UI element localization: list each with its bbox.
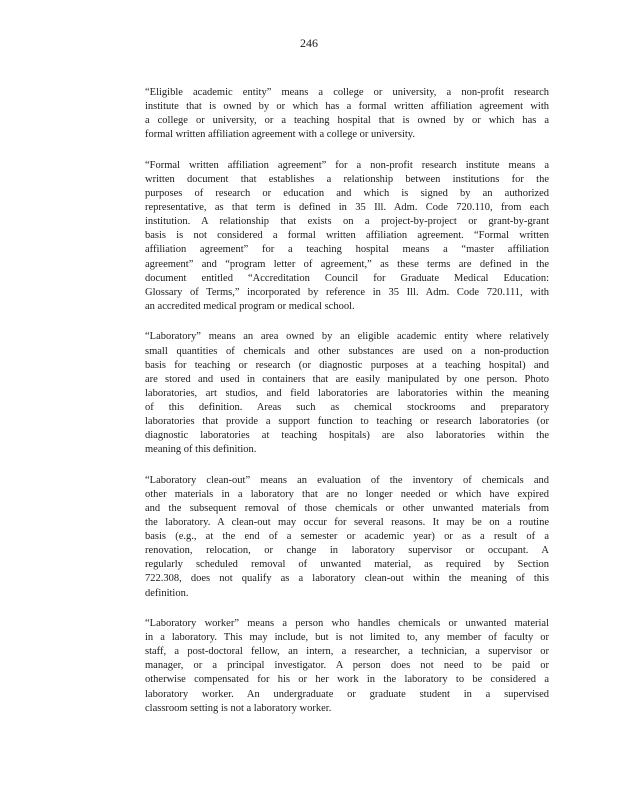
text-line: “Eligible academic entity” means a college or university, a non-profit research	[145, 87, 549, 98]
text-line: “Formal written affiliation agreement” for a non-profit research institute means a	[145, 159, 549, 171]
text-line: purposes of research or education and which is signed by an authorized	[145, 188, 549, 200]
text-line: the laboratory. A clean-out may occur for several reasons. It may be on a routine	[145, 517, 549, 529]
text-line: laboratories that provide a support function to teaching or research laboratories (or	[145, 415, 549, 427]
text-line: other materials in a laboratory that are no longer needed or which have expired	[145, 488, 549, 500]
text-line: “Laboratory clean-out” means an evaluation of the inventory of chemicals and	[145, 474, 549, 486]
text-line: basis is not considered a formal written affiliation agreement. “Formal written	[145, 230, 549, 242]
text-line: agreement” and “program letter of agreement,” as these terms are defined in the	[145, 258, 549, 270]
text-line: Glossary of Terms,” incorporated by reference in 35 Ill. Adm. Code 720.111, with	[145, 286, 549, 298]
text-line: “Laboratory worker” means a person who handles chemicals or unwanted material	[145, 618, 549, 630]
definition-paragraph	[145, 330, 549, 457]
text-line: regularly scheduled removal of unwanted material, as required by Section	[145, 559, 549, 571]
text-line: institute that is owned by or which has a formal written affiliation agreement with	[145, 101, 549, 113]
definition-paragraph	[145, 159, 549, 314]
text-line: laboratories, art studios, and field laboratories are laboratories within the meaning	[145, 387, 549, 399]
text-line: small quantities of chemicals and other substances are used on a non-production	[145, 345, 549, 357]
text-line: representative, as that term is defined in 35 Ill. Adm. Code 720.110, from each	[145, 202, 549, 214]
text-line: written document that establishes a relationship between institutions for the	[145, 173, 549, 185]
text-line: staff, a post-doctoral fellow, an intern, a researcher, a technician, a supervisor or	[145, 646, 549, 658]
text-line: basis (e.g., at the end of a semester or academic year) or as a result of a	[145, 531, 549, 543]
text-line: affiliation agreement” for a teaching hospital means a “master affiliation	[145, 244, 549, 256]
text-line: document entitled “Accreditation Council for Graduate Medical Education:	[145, 272, 549, 284]
text-line: of this definition. Areas such as chemical stockrooms and preparatory	[145, 401, 549, 413]
definition-paragraph	[145, 86, 549, 142]
text-line: diagnostic laboratories at teaching hospitals) are also laboratories within the	[145, 430, 549, 442]
text-line: a college or university, or a teaching hospital that is owned by or which has a	[145, 115, 549, 127]
text-line: classroom setting is not a laboratory worker.	[145, 702, 332, 714]
text-line: renovation, relocation, or change in laboratory supervisor or occupant. A	[145, 545, 549, 557]
definition-paragraph	[145, 474, 549, 601]
text-line: manager, or a principal investigator. A person does not need to be paid or	[145, 660, 549, 672]
definition-paragraph	[145, 617, 549, 716]
text-line: formal written affiliation agreement with a college or university.	[145, 129, 415, 141]
page-number: 246	[300, 36, 318, 50]
text-line: definition.	[145, 587, 189, 599]
text-line: laboratory worker. An undergraduate or graduate student in a supervised	[145, 688, 549, 700]
text-line: 722.308, does not qualify as a laboratory clean-out within the meaning of this	[145, 573, 549, 585]
text-line: an accredited medical program or medical school.	[145, 300, 355, 312]
text-line: “Laboratory” means an area owned by an eligible academic entity where relatively	[145, 331, 549, 343]
text-line: in a laboratory. This may include, but is not limited to, any member of faculty or	[145, 632, 549, 644]
text-line: institution. A relationship that exists on a project-by-project or grant-by-grant	[145, 216, 549, 228]
text-line: and the subsequent removal of those chemicals or other unwanted materials from	[145, 502, 549, 514]
text-line: basis for teaching or research (or diagnostic purposes at a teaching hospital) and	[145, 359, 549, 371]
text-line: meaning of this definition.	[145, 444, 257, 456]
text-line: otherwise compensated for his or her work in the laboratory to be considered a	[145, 674, 549, 686]
text-line: are stored and used in containers that are easily manipulated by one person. Photo	[145, 373, 549, 385]
document-body	[145, 86, 549, 732]
